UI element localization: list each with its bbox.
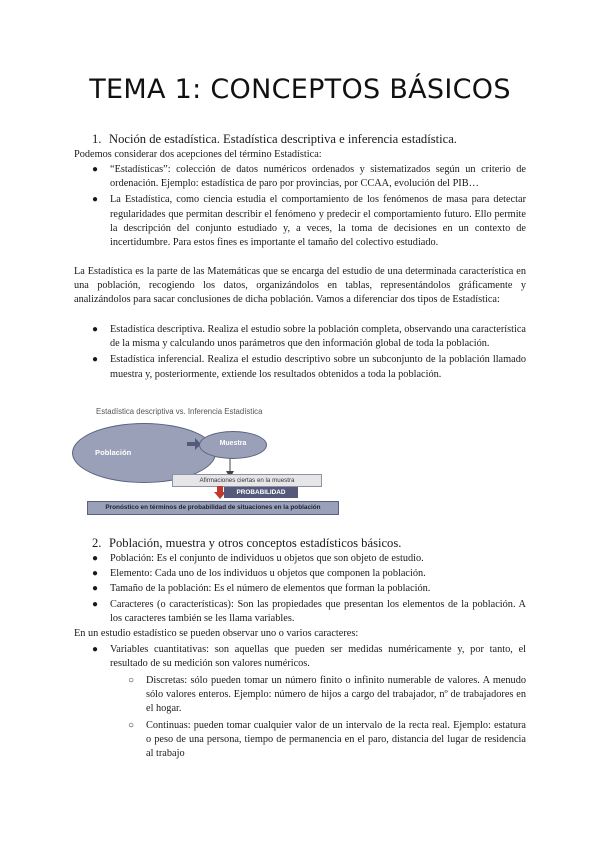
list-item: ○ Discretas: sólo pueden tomar un número finito o infinito numerable de valores. A menudo sólo valores enteros. Ejemplo: número de hijos a cargo del trabajador, nº de trabajadores en el hogar. bbox=[128, 675, 526, 715]
diagram-title: Estadística descriptiva vs. Inferencia Estadística bbox=[96, 407, 263, 416]
circle-bullet-icon: ○ bbox=[128, 719, 135, 731]
muestra-ellipse bbox=[199, 431, 267, 459]
list-item: ● Población: Es el conjunto de individuos u objetos que son objeto de estudio. bbox=[92, 552, 526, 566]
tipos-estadistica-list bbox=[92, 323, 526, 384]
bullet-icon: ● bbox=[92, 194, 99, 206]
page-title: TEMA 1: CONCEPTOS BÁSICOS bbox=[89, 74, 511, 105]
poblacion-label: Población bbox=[95, 448, 132, 457]
list-item: ● Estadística descriptiva. Realiza el estudio sobre la población completa, observando una característica de la misma y calculando unos parámetros que den información global de toda la población. bbox=[92, 324, 527, 350]
bullet-icon: ● bbox=[92, 553, 99, 564]
bullet-icon: ● bbox=[92, 583, 99, 595]
probabilidad-box: PROBABILIDAD bbox=[224, 487, 298, 498]
section-1-intro: Podemos considerar dos acepciones del término Estadística: bbox=[74, 149, 322, 160]
section-2-heading bbox=[92, 536, 401, 551]
section-2-intro: En un estudio estadístico se pueden observar uno o varios caracteres: bbox=[74, 628, 359, 639]
acepciones-list bbox=[92, 163, 526, 252]
bullet-icon: ● bbox=[92, 324, 99, 335]
list-item: ● Variables cuantitativas: son aquellas que pueden ser medidas numéricamente y, por tanto, el resultado de su medición son valores numéricos. bbox=[92, 644, 526, 670]
afirmaciones-box: Afirmaciones ciertas en la muestra bbox=[172, 474, 322, 487]
list-item: ● Elemento: Cada uno de los individuos u objetos que componen la población. bbox=[92, 567, 526, 581]
list-item: ● Caracteres (o características): Son las propiedades que presentan los elementos de la población. A los caracteres también se les llama variables. bbox=[92, 598, 526, 624]
section-1-heading bbox=[92, 132, 457, 147]
variables-sublist bbox=[128, 674, 526, 763]
pronostico-box: Pronóstico en términos de probabilidad de situaciones en la población bbox=[87, 501, 339, 515]
bullet-icon: ● bbox=[92, 354, 99, 366]
list-item: ● La Estadística, como ciencia estudia el comportamiento de los fenómenos de masa para detectar regularidades que permitan describir el fenómeno y predecir el comportamiento futuro. Ello permite la descripción del conjunto estudiado y, a veces, la toma de decisiones en un contexto de incertidumbre. Para estos fines es importante el tamaño del colectivo estudiado. bbox=[92, 194, 526, 249]
circle-bullet-icon: ○ bbox=[128, 675, 135, 686]
estadistica-paragraph: La Estadística es la parte de las Matemáticas que se encarga del estudio de una determinada característica en una población, recogiendo los datos, organizándolos en tablas, representándolos gráficamente y analizándolos para sacar conclusiones de dicha población. Vamos a diferenciar dos tipos de Estadística: bbox=[74, 266, 526, 306]
list-item: ○ Continuas: pueden tomar cualquier valor de un intervalo de la recta real. Ejemplo: estatura o peso de una persona, tiempo de permanencia en el paro, distancia del lugar de residencia al trabajo bbox=[128, 719, 526, 760]
section-2-heading-text: Población, muestra y otros conceptos estadísticos básicos. bbox=[109, 536, 402, 550]
section-2-number: 2. bbox=[92, 536, 102, 550]
conceptos-list bbox=[92, 552, 526, 628]
section-1-heading-text: Noción de estadística. Estadística descriptiva e inferencia estadística. bbox=[109, 132, 457, 146]
variables-list bbox=[92, 643, 526, 673]
list-item: ● Estadística inferencial. Realiza el estudio descriptivo sobre un subconjunto de la población llamado muestra y, posteriormente, extiende los resultados obtenidos a toda la población. bbox=[92, 354, 526, 380]
muestra-label: Muestra bbox=[219, 440, 247, 447]
bullet-icon: ● bbox=[92, 568, 99, 580]
list-item: ● Tamaño de la población: Es el número de elementos que forman la población. bbox=[92, 582, 526, 596]
list-item: ● “Estadísticas”: colección de datos numéricos ordenados y sistematizados según un criterio de ordenación. Ejemplo: estadística de paro por provincias, por CCAA, evolución del PIB… bbox=[92, 164, 526, 190]
inference-diagram bbox=[72, 407, 402, 517]
bullet-icon: ● bbox=[92, 598, 99, 610]
section-1-number: 1. bbox=[92, 132, 102, 146]
bullet-icon: ● bbox=[92, 644, 99, 655]
bullet-icon: ● bbox=[92, 164, 99, 175]
